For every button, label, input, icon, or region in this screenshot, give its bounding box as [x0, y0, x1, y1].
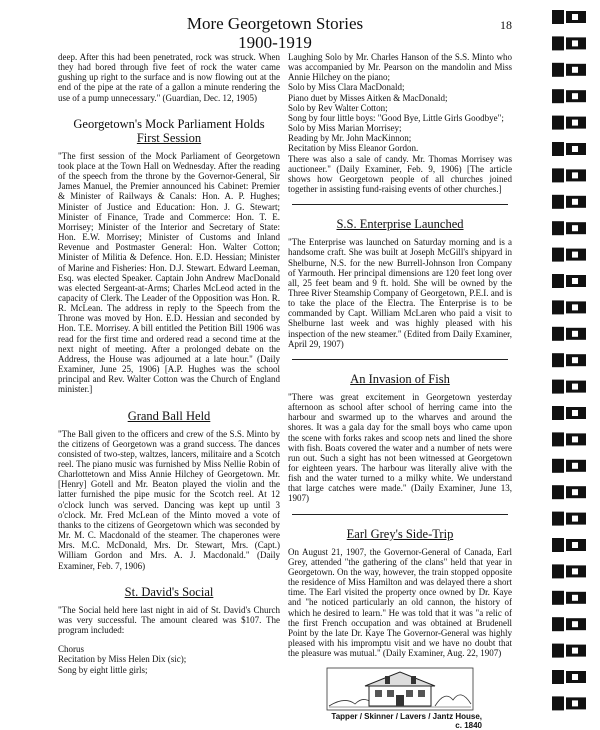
- binding-ring: [552, 221, 586, 235]
- program-item: Solo by Miss Clara MacDonald;: [288, 82, 405, 93]
- page-number: 18: [500, 18, 512, 32]
- spiral-binding: [548, 0, 600, 730]
- binding-ring: [552, 63, 586, 77]
- st-davids-social-article: "The Social held here last night in aid of St. David's Church was very successful. The amount cleared was $107. The program included:: [58, 604, 280, 636]
- page-title: More Georgetown Stories: [186, 14, 364, 33]
- page-years: 1900-1919: [238, 33, 312, 52]
- binding-ring: [552, 274, 586, 288]
- binding-ring: [552, 36, 586, 50]
- heading-mock-parliament: [58, 117, 280, 145]
- heading-enterprise-launched: [288, 217, 512, 231]
- st-davids-social-conclusion: There was also a sale of candy. Mr. Thomas Morrisey was auctioneer." (Daily Examiner, Feb. 9, 1906) [The article shows how Georgetown people of all churches joined together in assisting fund-raising events of other churches.]: [288, 153, 512, 195]
- section-divider: [292, 204, 508, 205]
- left-column: [58, 52, 280, 675]
- heading-mock-parliament-line2: First Session: [136, 130, 202, 145]
- binding-ring: [552, 248, 586, 262]
- heading-st-davids-social-text: St. David's Social: [124, 584, 214, 599]
- binding-ring: [552, 696, 586, 710]
- page-header: [60, 14, 490, 52]
- image-caption: [288, 712, 512, 730]
- heading-earl-grey: [288, 527, 512, 541]
- heading-enterprise-launched-text: S.S. Enterprise Launched: [336, 217, 464, 232]
- heading-grand-ball: [58, 409, 280, 423]
- program-item: Solo by Rev Walter Cotton;: [288, 102, 388, 113]
- heading-invasion-of-fish-text: An Invasion of Fish: [350, 371, 450, 386]
- image-caption-line2: c. 1840: [455, 721, 482, 730]
- program-item: Solo by Miss Marian Morrisey;: [288, 123, 402, 134]
- binding-ring: [552, 116, 586, 130]
- earl-grey-article: On August 21, 1907, the Governor-General of Canada, Earl Grey, attended "the gathering of the clans" held that year in Georgetown. On the way, however, the train stopped opposite the residence of Miss Hamilton and was delayed there a short time. The Earl visited the property once owned by Dr. Kaye and "he noticed particularly an old cannon, the history of which he desired to learn." He was told that it was "a relic of the first French occupation and was obtained at Brudenell Point by the late Dr. Kaye The Governor-General was highly pleased with his impromptu visit and we have no doubt that the pleasure was mutual." (Daily Examiner, Aug. 22, 1907): [288, 546, 512, 659]
- program-item: Recitation by Miss Helen Dix (sic);: [58, 654, 187, 665]
- binding-ring: [552, 10, 586, 24]
- program-item: Piano duet by Misses Aitken & MacDonald;: [288, 92, 448, 103]
- section-divider: [292, 514, 508, 515]
- binding-ring: [552, 380, 586, 394]
- heading-invasion-of-fish: [288, 372, 512, 386]
- binding-ring: [552, 591, 586, 605]
- invasion-of-fish-article: "There was great excitement in Georgetown yesterday afternoon as school after school of herring came into the harbour and swarmed up to the wharves and around the shores. It was a gala day for the small boys who came upon the scene with forks rakes and scoop nets and lined the shore with fish. Boats covered the water and a number of nets were run out. Such a sight has not been witnessed at Georgetown for eighteen years. The harbour was literally alive with the fish and the water turned to a milky white. We understand that large catches were made." (Daily Examiner, June 13, 1907): [288, 391, 512, 504]
- heading-grand-ball-text: Grand Ball Held: [127, 408, 211, 423]
- binding-ring: [552, 432, 586, 446]
- program-item: Recitation by Miss Eleanor Gordon.: [288, 143, 419, 154]
- binding-ring: [552, 538, 586, 552]
- binding-ring: [552, 564, 586, 578]
- heading-mock-parliament-line1: Georgetown's Mock Parliament Holds: [73, 116, 265, 131]
- program-item: Chorus: [58, 644, 85, 655]
- image-caption-line1: Tapper / Skinner / Lavers / Jantz House,: [331, 712, 482, 722]
- grand-ball-article: "The Ball given to the officers and crew of the S.S. Minto by the citizens of Georgetown was a grand success. The dances consisted of two-step, waltzes, lancers, militaire and a Scotch reel. The piano music was furnished by Miss Nellie Robin of Charlottetown and Miss Annie Hilchey of Georgetown. Mr. [Henry] Gotell and Mr. Beaton played the violin and the latter furnished the pipe music for the Scotch reel. At 12 o'clock lunch was served. Dancing was kept up until 3 o'clock. Mr. Fred McLean of the Minto moved a vote of thanks to the citizens of Georgetown which was seconded by Mr. M. C. Macdonald of the steamer. The chaperones were Mrs. M.C. McDonald, Mrs. Dr. Stewart, Mrs. (Capt.) William Gordon and Mrs. A. J. Macdonald." (Daily Examiner, Feb. 7, 1906): [58, 428, 280, 571]
- house-sketch-image: [325, 666, 475, 712]
- program-item: Song by four little boys: "Good Bye, Little Girls Goodbye";: [288, 112, 504, 123]
- section-divider: [292, 359, 508, 360]
- binding-ring: [552, 168, 586, 182]
- binding-ring: [552, 459, 586, 473]
- heading-earl-grey-text: Earl Grey's Side-Trip: [346, 526, 454, 541]
- intro-paragraph: deep. After this had been penetrated, rock was struck. When they had bored through five feet of rock the water came gushing up right to the surface and is now flowing out at the end of the pipe at the rate of a gallon a minute rendering the use of a pump unnecessary." (Guardian, Dec. 12, 1905): [58, 52, 280, 103]
- binding-ring: [552, 512, 586, 526]
- program-item: Song by eight little girls;: [58, 664, 148, 675]
- heading-st-davids-social: [58, 585, 280, 599]
- binding-ring: [552, 195, 586, 209]
- binding-ring: [552, 327, 586, 341]
- enterprise-article: "The Enterprise was launched on Saturday morning and is a handsome craft. She was built at Joseph McGill's shipyard in Shelburne, N.S. for the new Burrell-Johnson Iron Company of Yarmouth. Her principal dimensions are 120 feet long over all, 25 feet beam and 9 ft. hold. She will be owned by the Three River Steamship Company of Georgetown, P.E.I. and is to take the place of the Electra. The Enterprise is to be commanded by Capt. William McLaren who paid a visit to Shelburne last week and was highly pleased with his inspection of the new steamer." (Edited from Daily Examiner, April 29, 1907): [288, 237, 512, 349]
- mock-parliament-article: "The first session of the Mock Parliament of Georgetown took place at the Town Hall on Wednesday. After the reading of the speech from the throne by the Governor-General, Sir James Manuel, the Premier announced his Cabinet: Premier & Minister of Railways & Canals: Hon. A. P. Hughes; Minister of Justice and Education: Hon. J. G. Stewart; Minister of Finance, Trade and Commerce: Hon. T. E. Morrisey; Minister of the Interior and Secretary of State: Hon. E.W. Morrisey; Minister of Customs and Inland Revenue and Postmaster General: Hon. Walter Cotton; Minister of Militia & Defence. Hon. E.D. Hessian; Minister of Marine and Fisheries: Hon. D.J. Stewart. Edward Leeman, Esq. was elected Speaker. Captain John Andrew MacDonald was elected Sergeant-at-Arms; Charles McLeod acted in the capacity of Clerk. The Leader of the Opposition was Hon. R. R. McLean. The address in reply to the Speech from the Throne was moved by Hon. E.D. Hessian and seconded by Hon. T.E. Morrisey. A bill entitled the Petition Bill 1906 was read for the first time and ordered read a second time at the next night of meeting. After a prolonged debate on the Address, the House was adjourned at a late hour." (Daily Examiner, June 25, 1906) [A.P. Hughes was the school principal and Rev. Walter Cotton was the Church of England minister.]: [58, 150, 280, 395]
- binding-ring: [552, 353, 586, 367]
- binding-ring: [552, 142, 586, 156]
- binding-ring: [552, 89, 586, 103]
- binding-ring: [552, 300, 586, 314]
- binding-ring: [552, 644, 586, 658]
- program-item: Laughing Solo by Mr. Charles Hanson of the S.S. Minto who was accompanied by Mr. Pearson on the mandolin and Miss Annie Hilchey on the piano;: [288, 52, 512, 83]
- binding-ring: [552, 670, 586, 684]
- binding-ring: [552, 406, 586, 420]
- binding-ring: [552, 617, 586, 631]
- binding-ring: [552, 485, 586, 499]
- program-item: Reading by Mr. John MacKinnon;: [288, 133, 412, 144]
- right-column: [288, 52, 512, 730]
